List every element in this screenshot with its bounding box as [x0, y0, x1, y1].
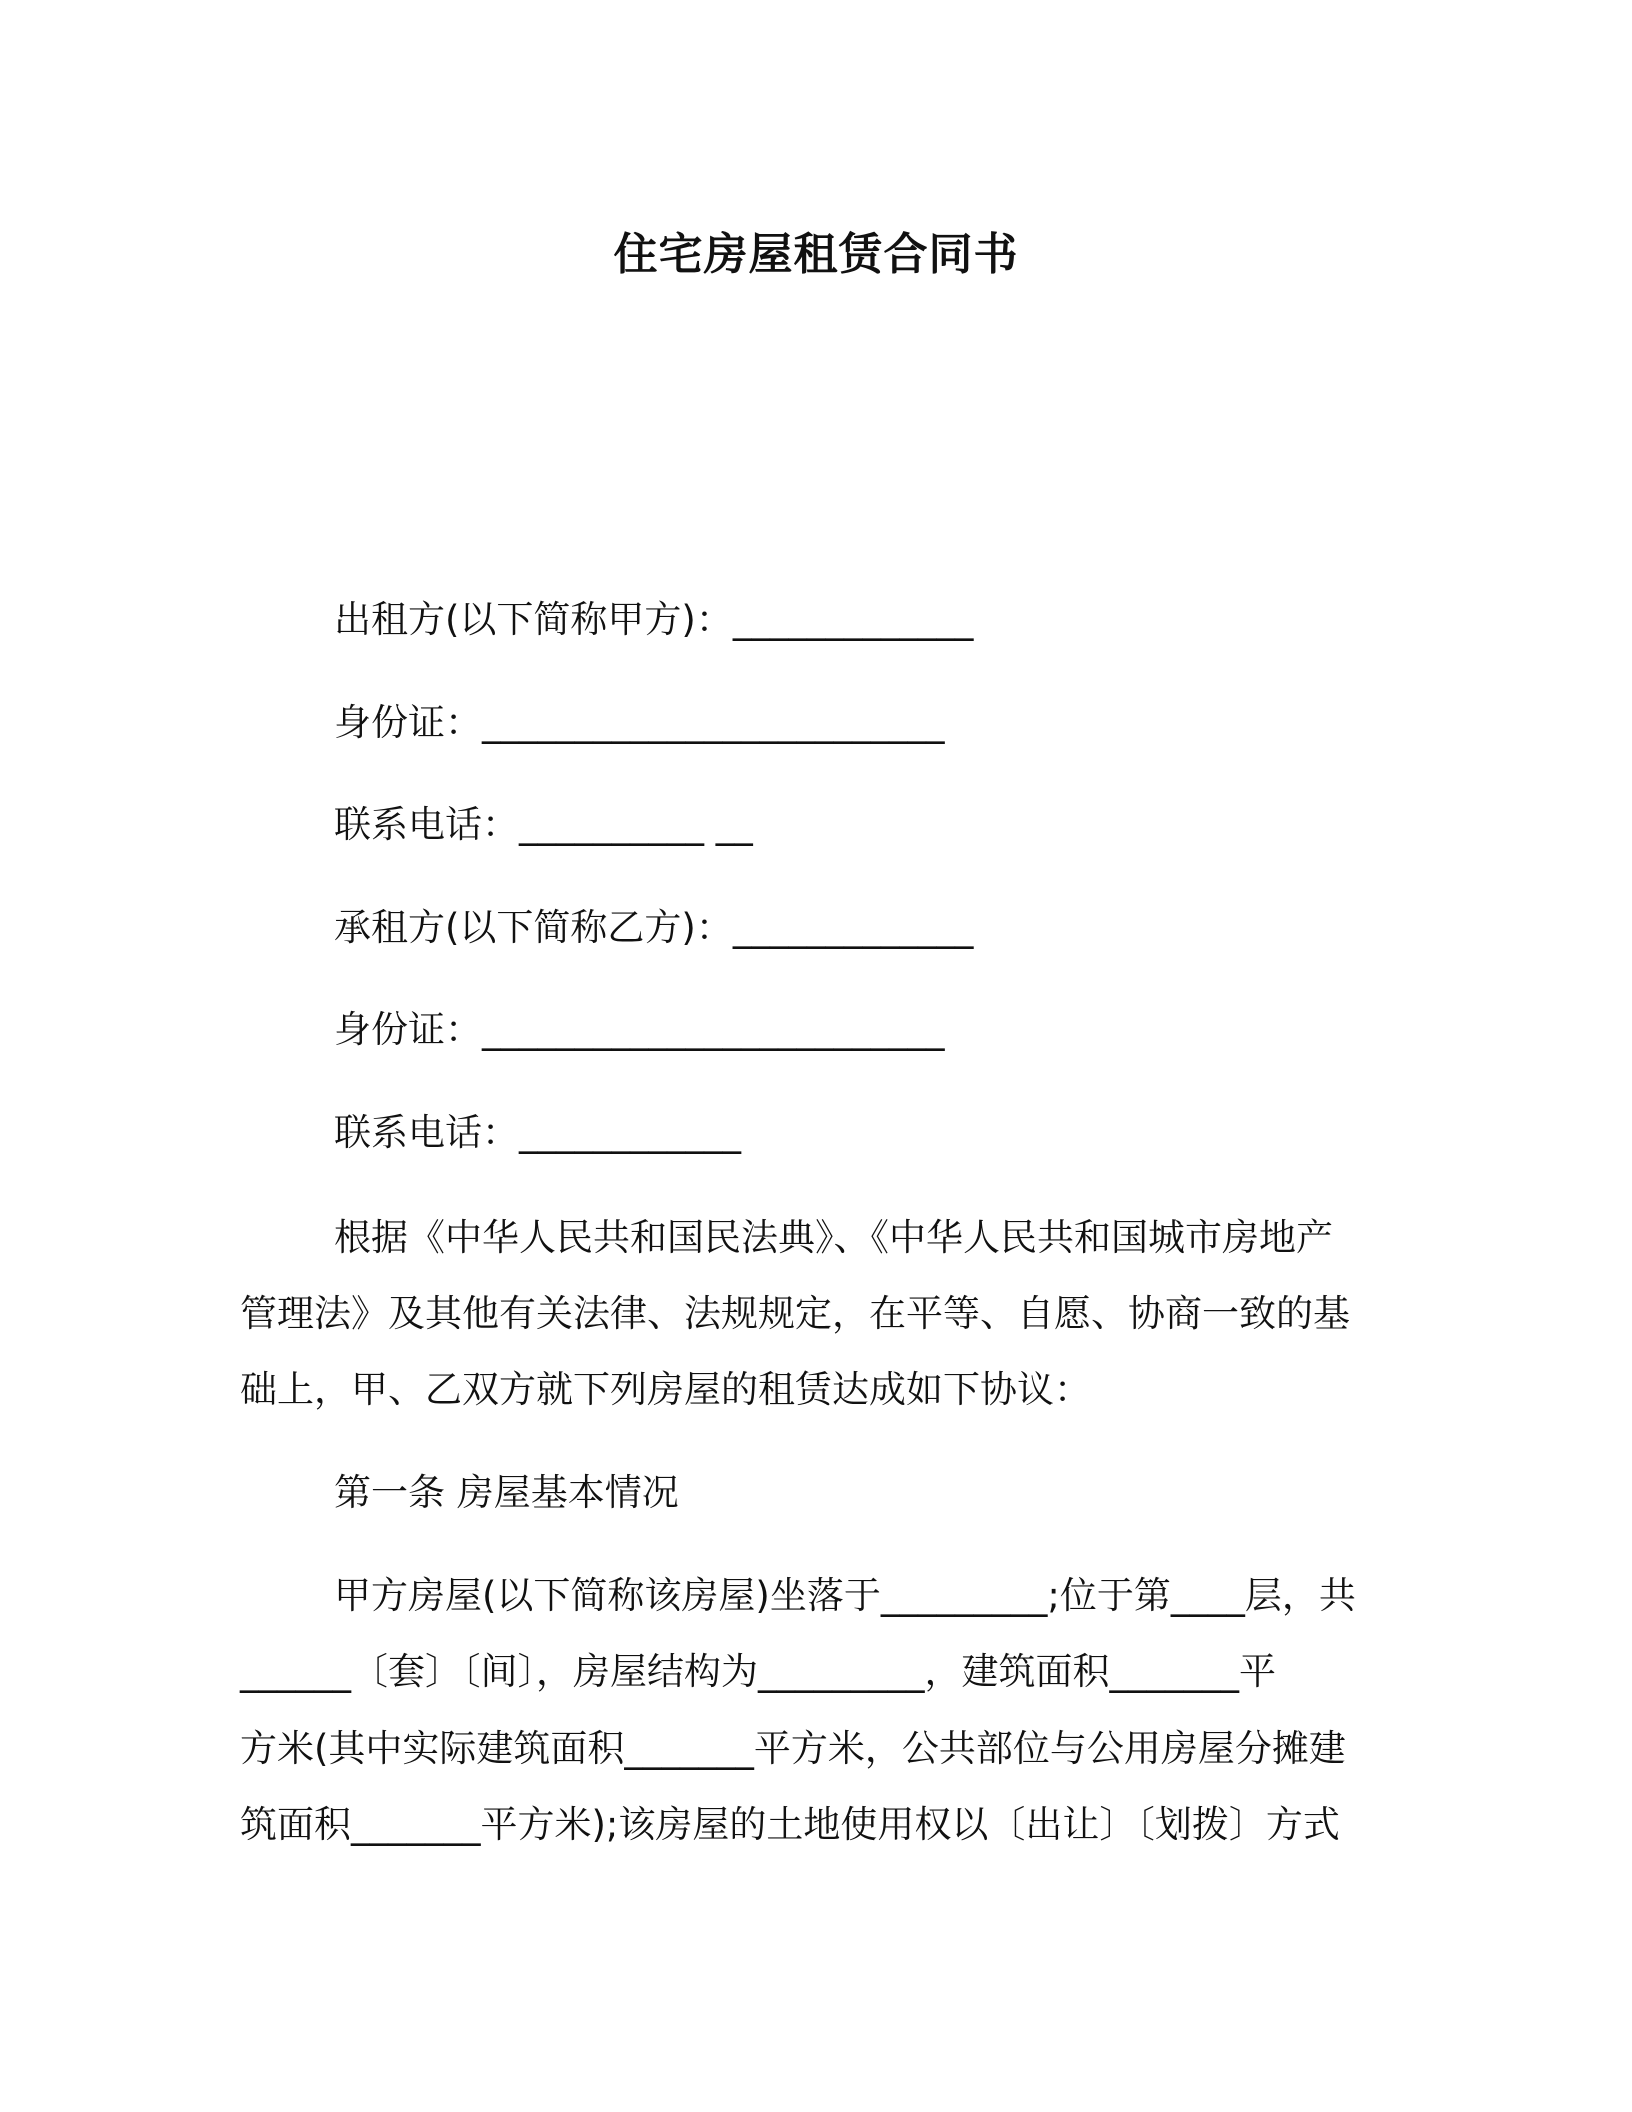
document-title: 住宅房屋租赁合同书 [613, 229, 1019, 280]
article-1-line: ______〔套〕〔间〕，房屋结构为_________，建筑面积_______平 [240, 1650, 1276, 1693]
lessee-phone-field: 联系电话：____________ [334, 1111, 741, 1154]
article-1-line: 方米(其中实际建筑面积_______平方米，公共部位与公用房屋分摊建 [240, 1727, 1346, 1770]
article-1-line: 筑面积_______平方米);该房屋的土地使用权以〔出让〕〔划拨〕方式 [240, 1803, 1340, 1846]
lessee-field: 承租方(以下简称乙方)：_____________ [334, 906, 974, 949]
preamble-line: 根据《中华人民共和国民法典》、《中华人民共和国城市房地产 [334, 1216, 1333, 1259]
preamble-line: 管理法》及其他有关法律、法规规定，在平等、自愿、协商一致的基 [240, 1292, 1350, 1335]
article-1-line: 甲方房屋(以下简称该房屋)坐落于_________;位于第____层，共 [334, 1574, 1356, 1617]
article-1-heading: 第一条 房屋基本情况 [334, 1471, 679, 1514]
lessor-field: 出租方(以下简称甲方)：_____________ [334, 598, 974, 641]
lessor-id-field: 身份证：_________________________ [334, 701, 945, 744]
lessee-id-field: 身份证：_________________________ [334, 1008, 945, 1051]
lessor-phone-field: 联系电话：__________ __ [334, 803, 753, 846]
preamble-line: 础上，甲、乙双方就下列房屋的租赁达成如下协议： [240, 1368, 1091, 1411]
